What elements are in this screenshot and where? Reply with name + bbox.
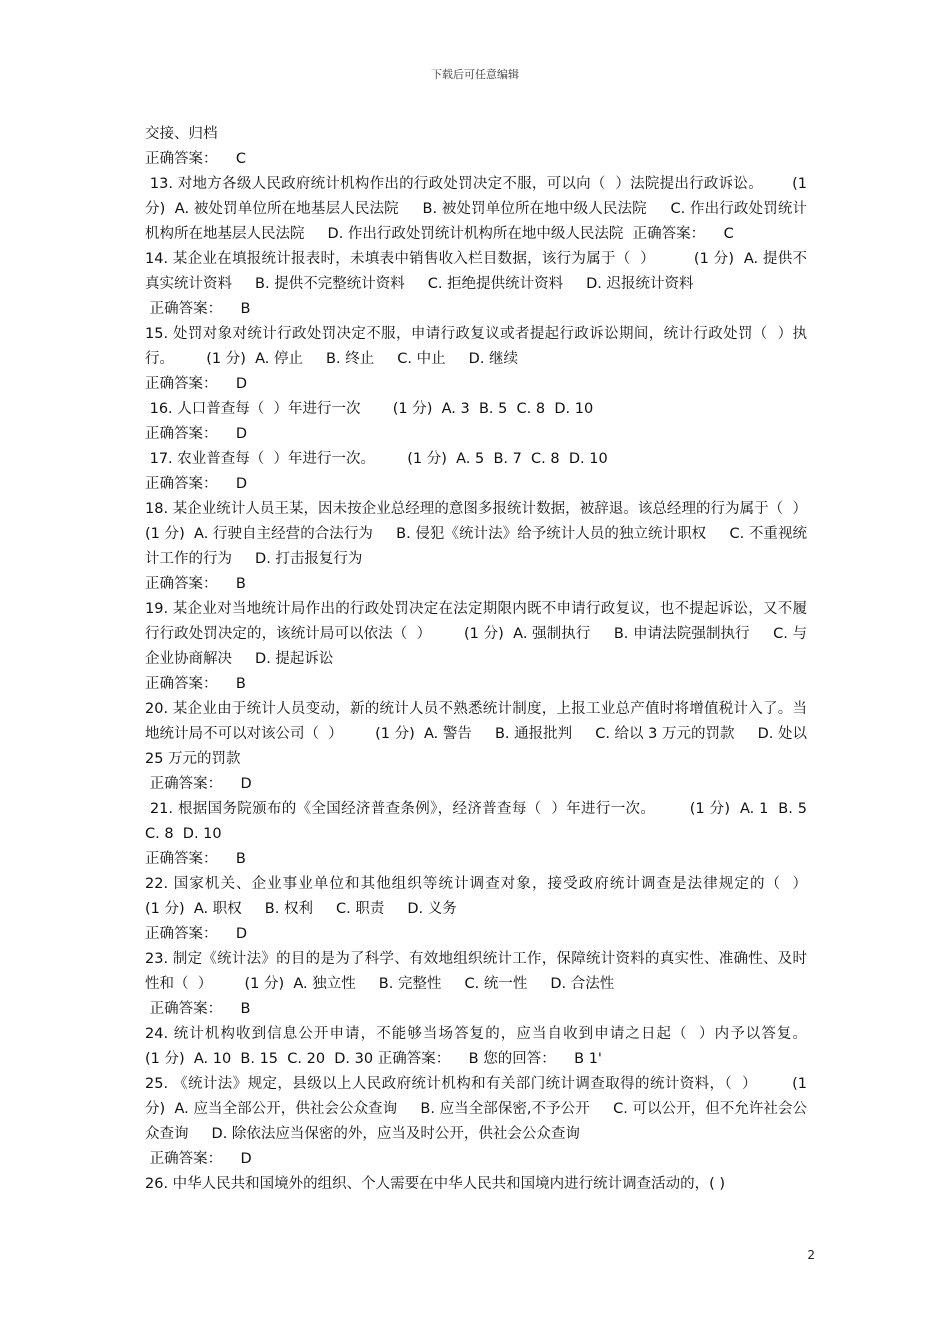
page-header: 下载后可任意编辑 [431,68,519,81]
question-24: 24. 统计机构收到信息公开申请，不能够当场答复的，应当自收到申请之日起（ ）内予以答复。 (1 分) A. 10 B. 15 C. 20 D. 30 正确答案： B 您的回答： B 1' [145,1026,840,1067]
answer-line: 正确答案： C [145,151,247,167]
question-25: 25. 《统计法》规定，县级以上人民政府统计机构和有关部门统计调查取得的统计资料，（ ） (1 分) A. 应当全部公开，供社会公众查询 B. 应当全部保密,不予公开 C. 可以公开，但不允许社会公众查询 D. 除依法应当保密的外，应当及时公开，供社会公众查询 [145,1076,812,1142]
answer-line: 正确答案： B [145,676,246,692]
answer-line: 正确答案： B [145,851,246,867]
answer-line: 正确答案： D [145,776,252,792]
question-21: 21. 根据国务院颁布的《全国经济普查条例》，经济普查每（ ）年进行一次。 (1 分) A. 1 B. 5 C. 8 D. 10 [145,801,817,842]
question-19: 19. 某企业对当地统计局作出的行政处罚决定在法定期限内既不申请行政复议，也不提起诉讼，又不履行行政处罚决定的，该统计局可以依法（ ） (1 分) A. 强制执行 B. 申请法院强制执行 C. 与企业协商解决 D. 提起诉讼 [145,601,807,667]
question-14: 14. 某企业在填报统计报表时，未填表中销售收入栏目数据，该行为属于（ ） (1 分) A. 提供不真实统计资料 B. 提供不完整统计资料 C. 拒绝提供统计资料 D. 迟报统计资料 [145,251,807,292]
answer-line: 正确答案： B [145,301,251,317]
question-17: 17. 农业普查每（ ）年进行一次。 (1 分) A. 5 B. 7 C. 8 D. 10 [145,451,608,467]
question-20: 20. 某企业由于统计人员变动，新的统计人员不熟悉统计制度，上报工业总产值时将增值税计入了。当地统计局不可以对该公司（ ） (1 分) A. 警告 B. 通报批判 C. 给以 3 万元的罚款 D. 处以 25 万元的罚款 [145,701,812,767]
page-number: 2 [807,1248,815,1262]
answer-line: 正确答案： B [145,1001,251,1017]
answer-line: 正确答案： D [145,1151,252,1167]
question-18: 18. 某企业统计人员王某，因未按企业总经理的意图多报统计数据，被辞退。该总经理的行为属于（ ） (1 分) A. 行驶自主经营的合法行为 B. 侵犯《统计法》给予统计人员的独立统计职权 C. 不重视统计工作的行为 D. 打击报复行为 [145,501,840,567]
answer-line: 正确答案： D [145,926,248,942]
question-15: 15. 处罚对象对统计行政处罚决定不服，申请行政复议或者提起行政诉讼期间，统计行政处罚（ ）执行。 (1 分) A. 停止 B. 终止 C. 中止 D. 继续 [145,326,807,367]
answer-line: 正确答案： B [145,576,246,592]
question-23: 23. 制定《统计法》的目的是为了科学、有效地组织统计工作，保障统计资料的真实性、准确性、及时性和（ ） (1 分) A. 独立性 B. 完整性 C. 统一性 D. 合法性 [145,951,807,992]
text-line: 交接、归档 [145,126,218,142]
answer-line: 正确答案： D [145,376,248,392]
question-22: 22. 国家机关、企业事业单位和其他组织等统计调查对象，接受政府统计调查是法律规定的（ ） (1 分) A. 职权 B. 权利 C. 职责 D. 义务 [145,876,840,917]
answer-line: 正确答案： D [145,476,248,492]
question-26: 26. 中华人民共和国境外的组织、个人需要在中华人民共和国境内进行统计调查活动的，( ) [145,1176,726,1192]
answer-line: 正确答案： D [145,426,248,442]
document-body [145,122,840,1197]
question-16: 16. 人口普查每（ ）年进行一次 (1 分) A. 3 B. 5 C. 8 D. 10 [145,401,594,417]
question-13: 13. 对地方各级人民政府统计机构作出的行政处罚决定不服，可以向（ ）法院提出行政诉讼。 (1 分) A. 被处罚单位所在地基层人民法院 B. 被处罚单位所在地中级人民法院 C. 作出行政处罚统计机构所在地基层人民法院 D. 作出行政处罚统计机构所在地中级人民法院 正确答案： C [145,176,812,242]
